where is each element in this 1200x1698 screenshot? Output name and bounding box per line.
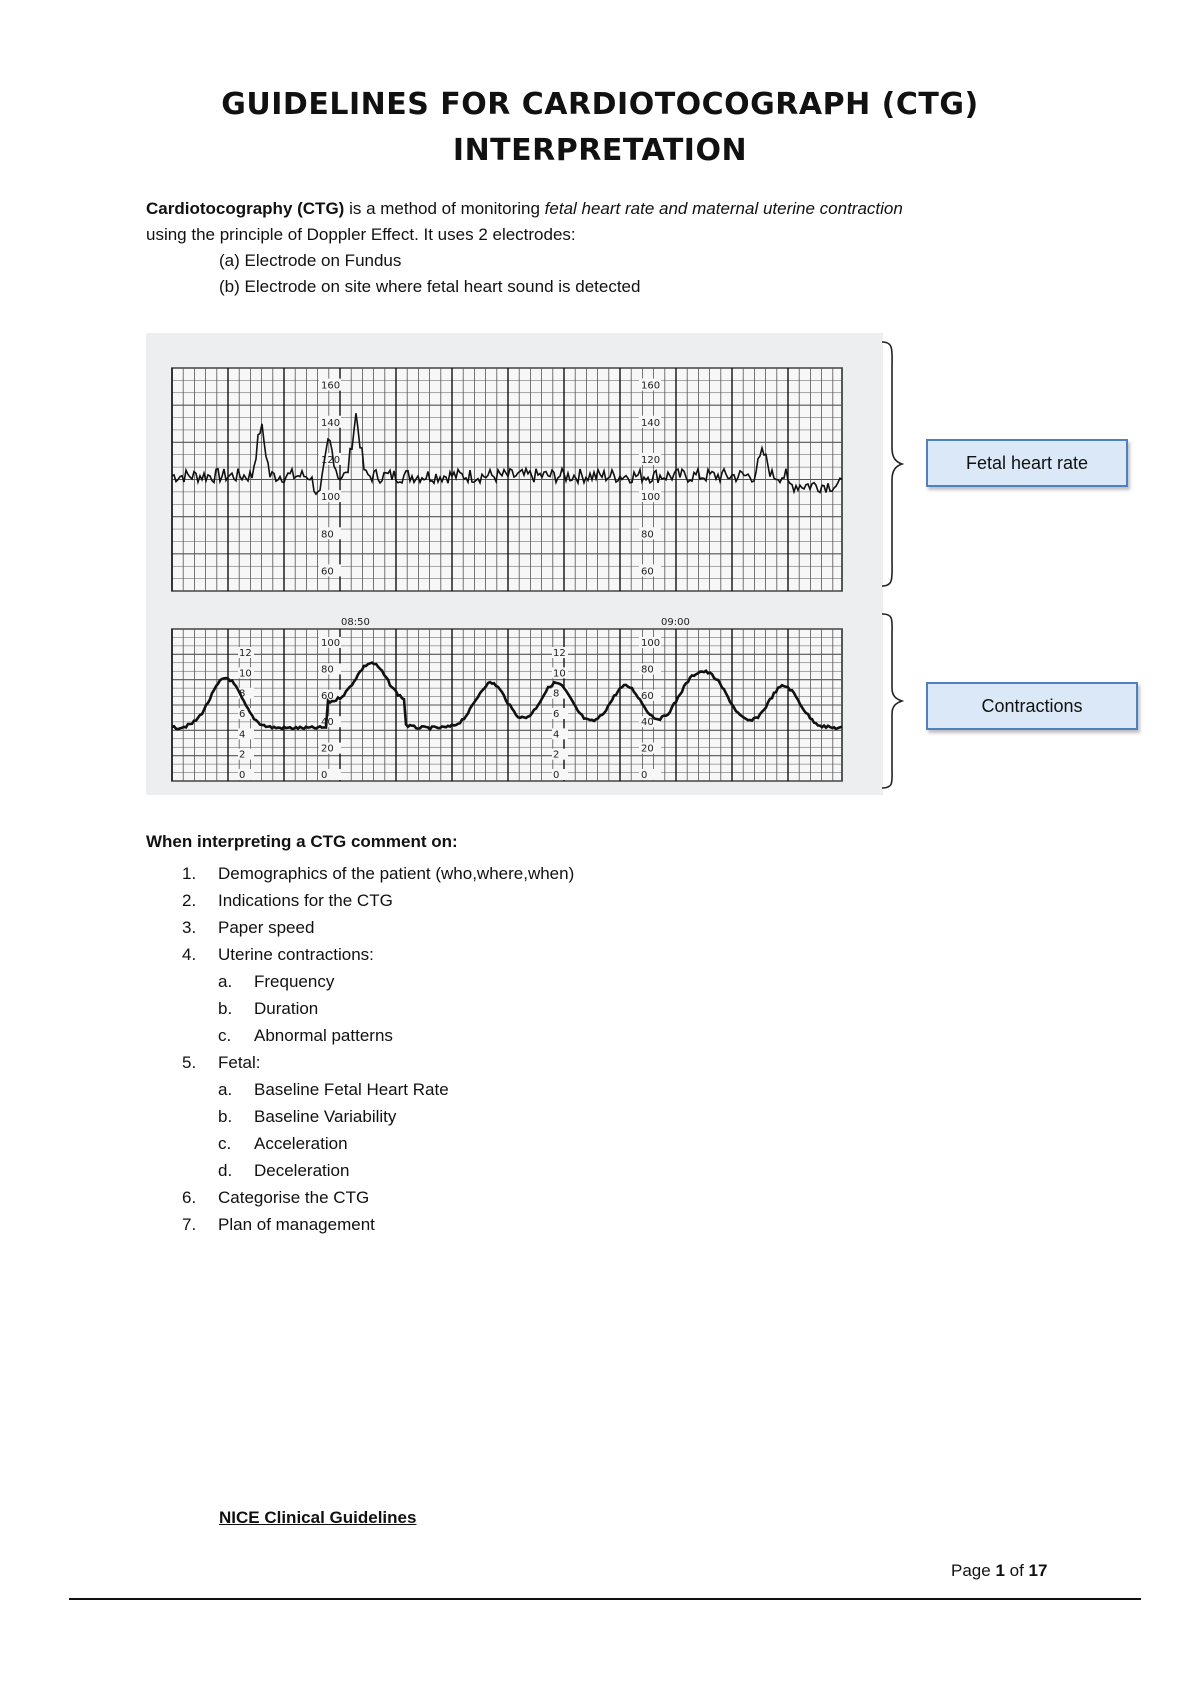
list-item xyxy=(146,914,574,941)
list-item-text: Indications for the CTG xyxy=(218,891,393,910)
fhr-tick-label: 80 xyxy=(641,529,654,541)
contractions-label: Contractions xyxy=(926,682,1138,730)
list-item xyxy=(146,860,574,887)
page-current: 1 xyxy=(995,1561,1005,1580)
page-number xyxy=(951,1561,1047,1581)
fhr-tick-label: 160 xyxy=(321,380,341,392)
intro-text-1: is a method of monitoring xyxy=(344,199,545,218)
toco-tick-label: 6 xyxy=(553,709,560,720)
fhr-tick-label: 100 xyxy=(321,492,341,504)
toco-tick-label: 10 xyxy=(553,668,566,680)
list-item xyxy=(146,887,574,914)
fetal-heart-rate-label: Fetal heart rate xyxy=(926,439,1128,487)
toco-tick-label: 12 xyxy=(553,648,566,659)
intro-paragraph xyxy=(146,196,1086,300)
electrode-b xyxy=(146,274,1086,300)
list-item xyxy=(146,1184,574,1211)
fhr-tick-label: 120 xyxy=(321,454,341,466)
list-item-text: Categorise the CTG xyxy=(218,1188,370,1207)
sub-item-text: Baseline Fetal Heart Rate xyxy=(254,1080,449,1099)
sub-item-letter: d. xyxy=(218,1161,233,1180)
toco-right-tick-label: 40 xyxy=(321,717,334,729)
list-item-number: 4. xyxy=(182,945,197,964)
electrode-a xyxy=(146,248,1086,274)
contractions-brace xyxy=(880,612,904,790)
toco-tick-label: 0 xyxy=(239,770,246,781)
sub-list-item xyxy=(146,1076,574,1103)
page-prefix: Page xyxy=(951,1561,996,1580)
fhr-brace xyxy=(880,340,904,588)
toco-right-tick-label: 60 xyxy=(321,690,334,702)
list-item-text: Paper speed xyxy=(218,918,315,937)
fhr-tick-label: 160 xyxy=(641,380,661,392)
toco-tick-label: 6 xyxy=(239,709,246,720)
list-item-number: 7. xyxy=(182,1215,197,1234)
sub-item-text: Acceleration xyxy=(254,1134,348,1153)
toco-right-tick-label: 60 xyxy=(641,690,654,702)
intro-term: Cardiotocography (CTG) xyxy=(146,199,345,218)
sub-item-text: Duration xyxy=(254,999,319,1018)
toco-right-tick-label: 100 xyxy=(641,638,661,649)
sub-list-item xyxy=(146,1103,574,1130)
list-item-text: Demographics of the patient (who,where,when) xyxy=(218,864,575,883)
toco-tick-label: 0 xyxy=(553,770,560,781)
toco-tick-label: 4 xyxy=(553,729,560,741)
checklist-heading: When interpreting a CTG comment on: xyxy=(146,832,458,851)
sub-item-text: Deceleration xyxy=(254,1161,350,1180)
list-item-number: 3. xyxy=(182,918,197,937)
sub-item-text: Baseline Variability xyxy=(254,1107,397,1126)
toco-right-tick-label: 0 xyxy=(641,770,648,781)
toco-tick-label: 12 xyxy=(239,648,252,659)
list-item-number: 5. xyxy=(182,1053,197,1072)
list-item xyxy=(146,1211,574,1238)
fhr-tick-label: 60 xyxy=(321,566,334,578)
sub-item-letter: c. xyxy=(218,1026,232,1045)
toco-tick-label: 2 xyxy=(553,749,560,761)
intro-line-2: using the principle of Doppler Effect. It uses 2 electrodes: xyxy=(146,225,576,244)
fhr-tick-label: 140 xyxy=(321,417,341,429)
sub-item-letter: a. xyxy=(218,1080,233,1099)
electrode-b-marker: (b) xyxy=(219,277,240,296)
intro-line-1 xyxy=(146,196,1086,222)
toco-right-tick-label: 100 xyxy=(321,638,341,649)
list-item-text: Plan of management xyxy=(218,1215,375,1234)
footer-divider xyxy=(69,1598,1141,1600)
sub-list-item xyxy=(146,1157,574,1184)
title-line-2: INTERPRETATION xyxy=(452,133,748,168)
electrode-b-text: Electrode on site where fetal heart sound is detected xyxy=(239,277,641,296)
toco-tick-label: 10 xyxy=(239,668,252,680)
fhr-tick-label: 140 xyxy=(641,417,661,429)
fhr-tick-label: 80 xyxy=(321,529,334,541)
sub-list-item xyxy=(146,968,574,995)
fhr-tick-label: 120 xyxy=(641,454,661,466)
sub-item-letter: c. xyxy=(218,1134,232,1153)
time-label: 09:00 xyxy=(661,617,690,628)
toco-right-tick-label: 80 xyxy=(321,664,334,676)
ctg-trace-svg xyxy=(146,333,883,795)
electrode-a-marker: (a) xyxy=(219,251,240,270)
fhr-tick-label: 60 xyxy=(641,566,654,578)
sub-item-letter: a. xyxy=(218,972,233,991)
toco-right-tick-label: 0 xyxy=(321,770,328,781)
list-item xyxy=(146,1049,574,1076)
sub-item-text: Abnormal patterns xyxy=(254,1026,393,1045)
fhr-tick-label: 100 xyxy=(641,492,661,504)
toco-tick-label: 8 xyxy=(239,688,246,700)
toco-right-tick-label: 20 xyxy=(321,743,334,755)
list-item-text: Fetal: xyxy=(218,1053,261,1072)
sub-list-item xyxy=(146,995,574,1022)
toco-right-tick-label: 20 xyxy=(641,743,654,755)
page-total: 17 xyxy=(1028,1561,1048,1580)
sub-list-item xyxy=(146,1130,574,1157)
page-of: of xyxy=(1004,1561,1029,1580)
sub-item-text: Frequency xyxy=(254,972,335,991)
toco-tick-label: 8 xyxy=(553,688,560,700)
sub-item-letter: b. xyxy=(218,1107,233,1126)
time-label: 08:50 xyxy=(341,617,370,628)
sub-list-item xyxy=(146,1022,574,1049)
list-item-number: 2. xyxy=(182,891,197,910)
ctg-trace-figure xyxy=(146,333,883,795)
list-item-number: 1. xyxy=(182,864,197,883)
electrode-a-text: Electrode on Fundus xyxy=(239,251,402,270)
toco-right-tick-label: 40 xyxy=(641,717,654,729)
document-title xyxy=(0,82,1200,174)
list-item xyxy=(146,941,574,968)
toco-tick-label: 2 xyxy=(239,749,246,761)
toco-right-tick-label: 80 xyxy=(641,664,654,676)
list-item-text: Uterine contractions: xyxy=(218,945,374,964)
list-item-number: 6. xyxy=(182,1188,197,1207)
title-line-1: GUIDELINES FOR CARDIOTOCOGRAPH (CTG) xyxy=(221,87,979,122)
checklist xyxy=(146,860,574,1238)
sub-item-letter: b. xyxy=(218,999,233,1018)
nice-guidelines-link[interactable]: NICE Clinical Guidelines xyxy=(219,1508,417,1527)
toco-tick-label: 4 xyxy=(239,729,246,741)
intro-italic: fetal heart rate and maternal uterine contraction xyxy=(544,199,903,218)
